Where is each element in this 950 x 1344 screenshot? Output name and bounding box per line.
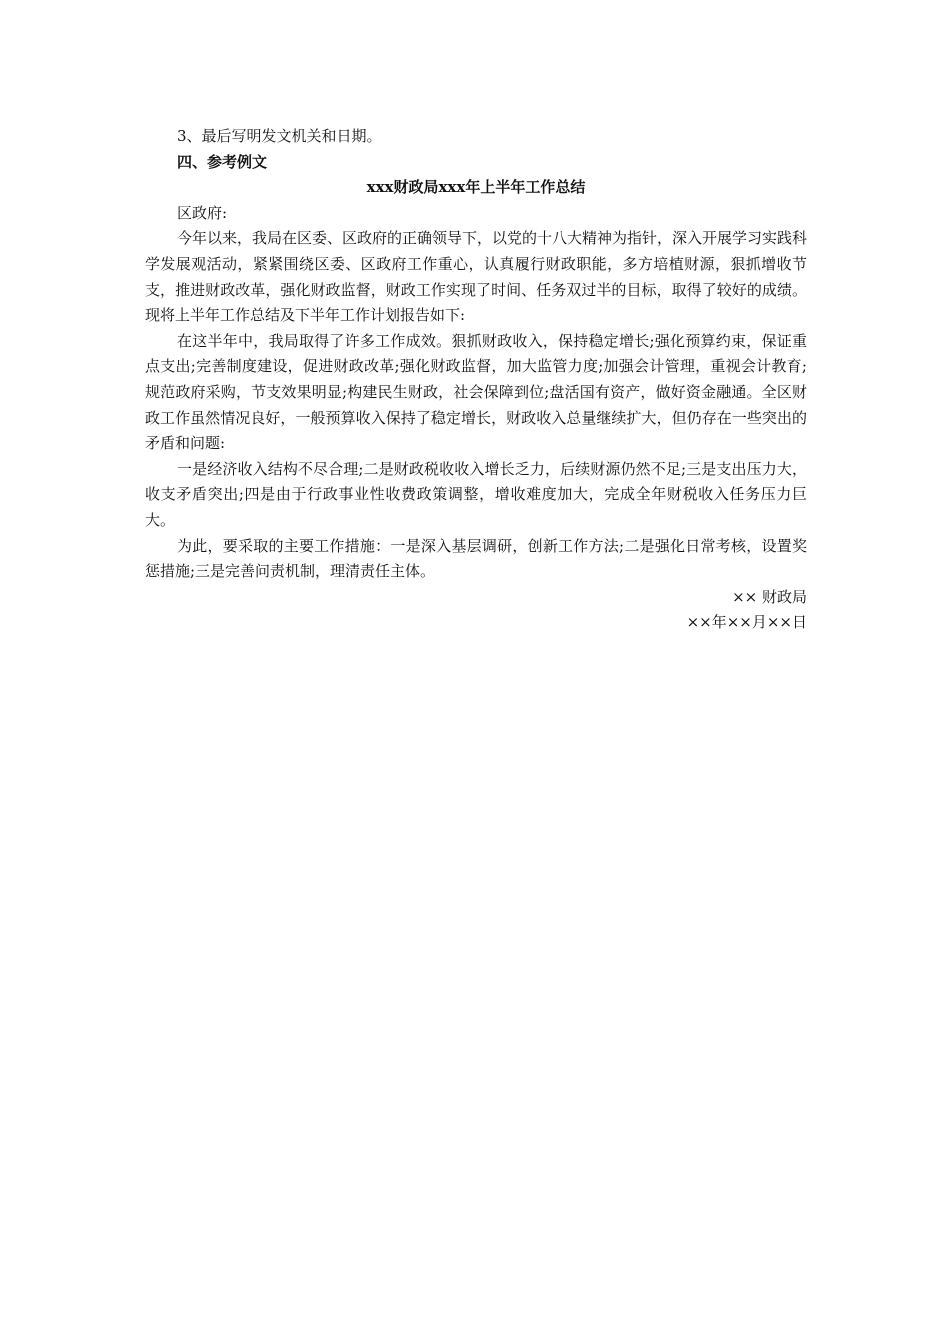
- paragraph-2: 在这半年中，我局取得了许多工作成效。狠抓财政收入，保持稳定增长;强化预算约束，保证重点支出;完善制度建设，促进财政改革;强化财政监督，加大监管力度;加强会计管理，重视会计教育;规范政府采购，节支效果明显;构建民生财政，社会保障到位;盘活国有资产，做好资金融通。全区财政工作虽然情况良好，一般预算收入保持了稳定增长，财政收入总量继续扩大，但仍存在一些突出的矛盾和问题:: [145, 331, 807, 453]
- paragraph-1: 今年以来，我局在区委、区政府的正确领导下，以党的十八大精神为指针，深入开展学习实践科学发展观活动，紧紧围绕区委、区政府工作重心，认真履行财政职能，多方培植财源，狠抓增收节支，推进财政改革，强化财政监督，财政工作实现了时间、任务双过半的目标，取得了较好的成绩。 现将上半年工作总结及下半年工作计划报告如下:: [145, 229, 808, 325]
- document-body: [145, 124, 807, 636]
- paragraph-3: 一是经济收入结构不尽合理;二是财政税收收入增长乏力，后续财源仍然不足;三是支出压力大，收支矛盾突出;四是由于行政事业性收费政策调整，增收难度加大，完成全年财税收入任务压力巨大。: [145, 459, 807, 529]
- salutation: 区政府:: [177, 203, 228, 222]
- intro-item-3: 3、最后写明发文机关和日期。: [177, 127, 382, 145]
- section-heading: 四、参考例文: [177, 152, 268, 171]
- paragraph-4: 为此，要采取的主要工作措施：一是深入基层调研，创新工作方法;二是强化日常考核，设置奖惩措施;三是完善问责机制，理清责任主体。: [145, 536, 807, 581]
- signature-date: ××年××月××日: [686, 613, 807, 632]
- signature-organization: ×× 财政局: [732, 587, 807, 606]
- sample-title: xxx财政局xxx年上半年工作总结: [366, 178, 586, 197]
